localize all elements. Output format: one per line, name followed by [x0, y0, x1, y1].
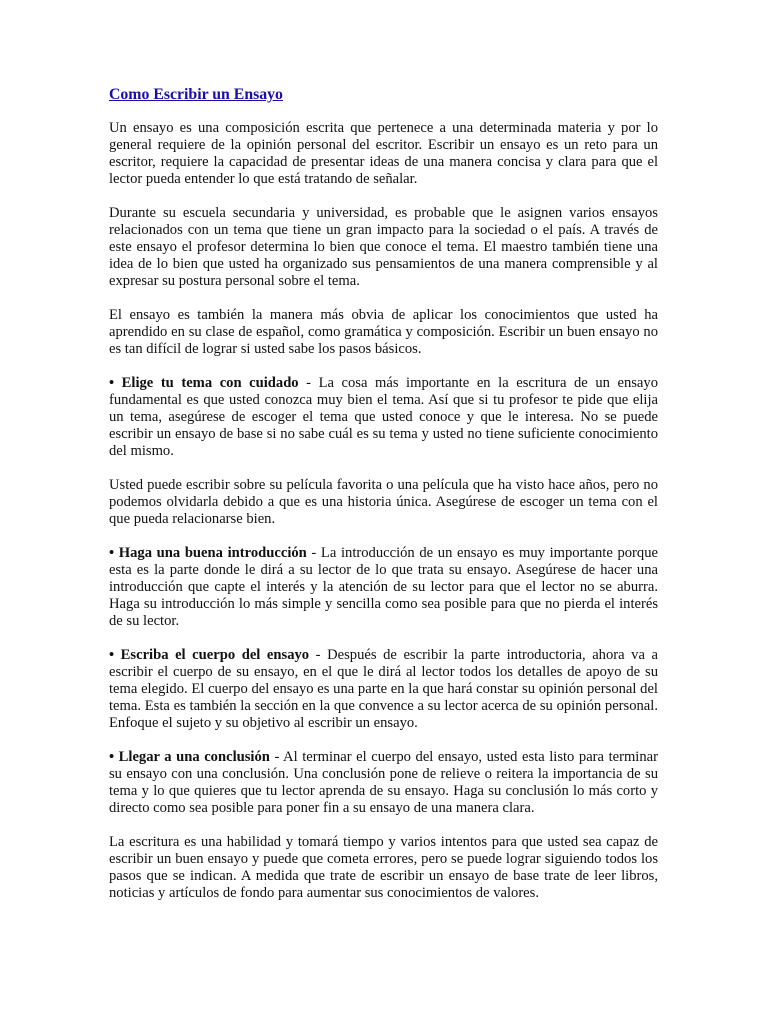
- bullet-heading: • Llegar a una conclusión: [109, 749, 270, 765]
- bullet-heading: • Escriba el cuerpo del ensayo: [109, 647, 310, 663]
- bullet-paragraph-body: [109, 647, 658, 732]
- document-title: [109, 86, 658, 104]
- paragraph-intro-1: [109, 120, 658, 188]
- document-page: [109, 86, 658, 919]
- paragraph-text: - La cosa más importante en la escritura de un ensayo fundamental es que usted conozca muy bien el tema. Así que si tu profesor te pide que elija un tema, asegúrese de escoger el tema que usted conoce y que le interesa. No se puede escribir un ensayo de base si no sabe cuál es su tema y usted no tiene suficiente conocimiento del mismo.: [109, 375, 658, 459]
- paragraph-text: El ensayo es también la manera más obvia de aplicar los conocimientos que usted ha aprendido en su clase de español, como gramática y composición. Escribir un buen ensayo no es tan difícil de lograr si usted sabe los pasos básicos.: [109, 307, 658, 357]
- paragraph-topic-example: [109, 477, 658, 528]
- bullet-heading: • Elige tu tema con cuidado: [109, 375, 299, 391]
- paragraph-text: La escritura es una habilidad y tomará tiempo y varios intentos para que usted sea capaz de escribir un buen ensayo y puede que cometa errores, pero se puede lograr siguiendo todos los pasos que se indican. A medida que trate de escribir un ensayo de base trate de leer libros, noticias y artículos de fondo para aumentar sus conocimientos de valores.: [109, 834, 658, 901]
- bullet-heading: • Haga una buena introducción: [109, 545, 307, 561]
- paragraph-text: - Después de escribir la parte introductoria, ahora va a escribir el cuerpo de su ensayo, en el que le dirá al lector todos los detalles de apoyo de su tema elegido. El cuerpo del ensayo es una parte en la que hará constar su opinión personal del tema. Esta es también la sección en la que convence a su lector acerca de su opinión personal. Enfoque el sujeto y su objetivo al escribir un ensayo.: [109, 647, 658, 731]
- paragraph-text: Durante su escuela secundaria y universidad, es probable que le asignen varios ensayos relacionados con un tema que tiene un gran impacto para la sociedad o el país. A través de este ensayo el profesor determina lo bien que conoce el tema. El maestro también tiene una idea de lo bien que usted ha organizado sus pensamientos de una manera comprensible y al expresar su postura personal sobre el tema.: [109, 205, 658, 289]
- bullet-paragraph-introduction: [109, 545, 658, 630]
- title-link[interactable]: Como Escribir un Ensayo: [109, 86, 283, 103]
- paragraph-text: - Al terminar el cuerpo del ensayo, usted esta listo para terminar su ensayo con una conclusión. Una conclusión pone de relieve o reitera la importancia de su tema y lo que quieres que tu lector aprenda de su ensayo. Haga su conclusión lo más corto y directo como sea posible para poner fin a su ensayo de una manera clara.: [109, 749, 659, 816]
- paragraph-intro-3: [109, 307, 658, 358]
- paragraph-intro-2: [109, 205, 658, 290]
- paragraph-text: - La introducción de un ensayo es muy importante porque esta es la parte donde le dirá a su lector de lo que trata su ensayo. Asegúrese de hacer una introducción que capte el interés y la atención de su lector para que el lector no se aburra. Haga su introducción lo más simple y sencilla como sea posible para que no pierda el interés de su lector.: [109, 545, 658, 629]
- paragraph-text: Usted puede escribir sobre su película favorita o una película que ha visto hace años, pero no podemos olvidarla debido a que es una historia única. Asegúrese de escoger un tema con el que pueda relacionarse bien.: [109, 477, 658, 527]
- paragraph-text: Un ensayo es una composición escrita que pertenece a una determinada materia y por lo general requiere de la opinión personal del escritor. Escribir un ensayo es un reto para un escritor, requiere la capacidad de presentar ideas de una manera concisa y clara para que el lector pueda entender lo que está tratando de señalar.: [109, 120, 658, 187]
- bullet-paragraph-conclusion: [109, 749, 658, 817]
- paragraph-closing: [109, 834, 658, 902]
- bullet-paragraph-choose-topic: [109, 375, 658, 460]
